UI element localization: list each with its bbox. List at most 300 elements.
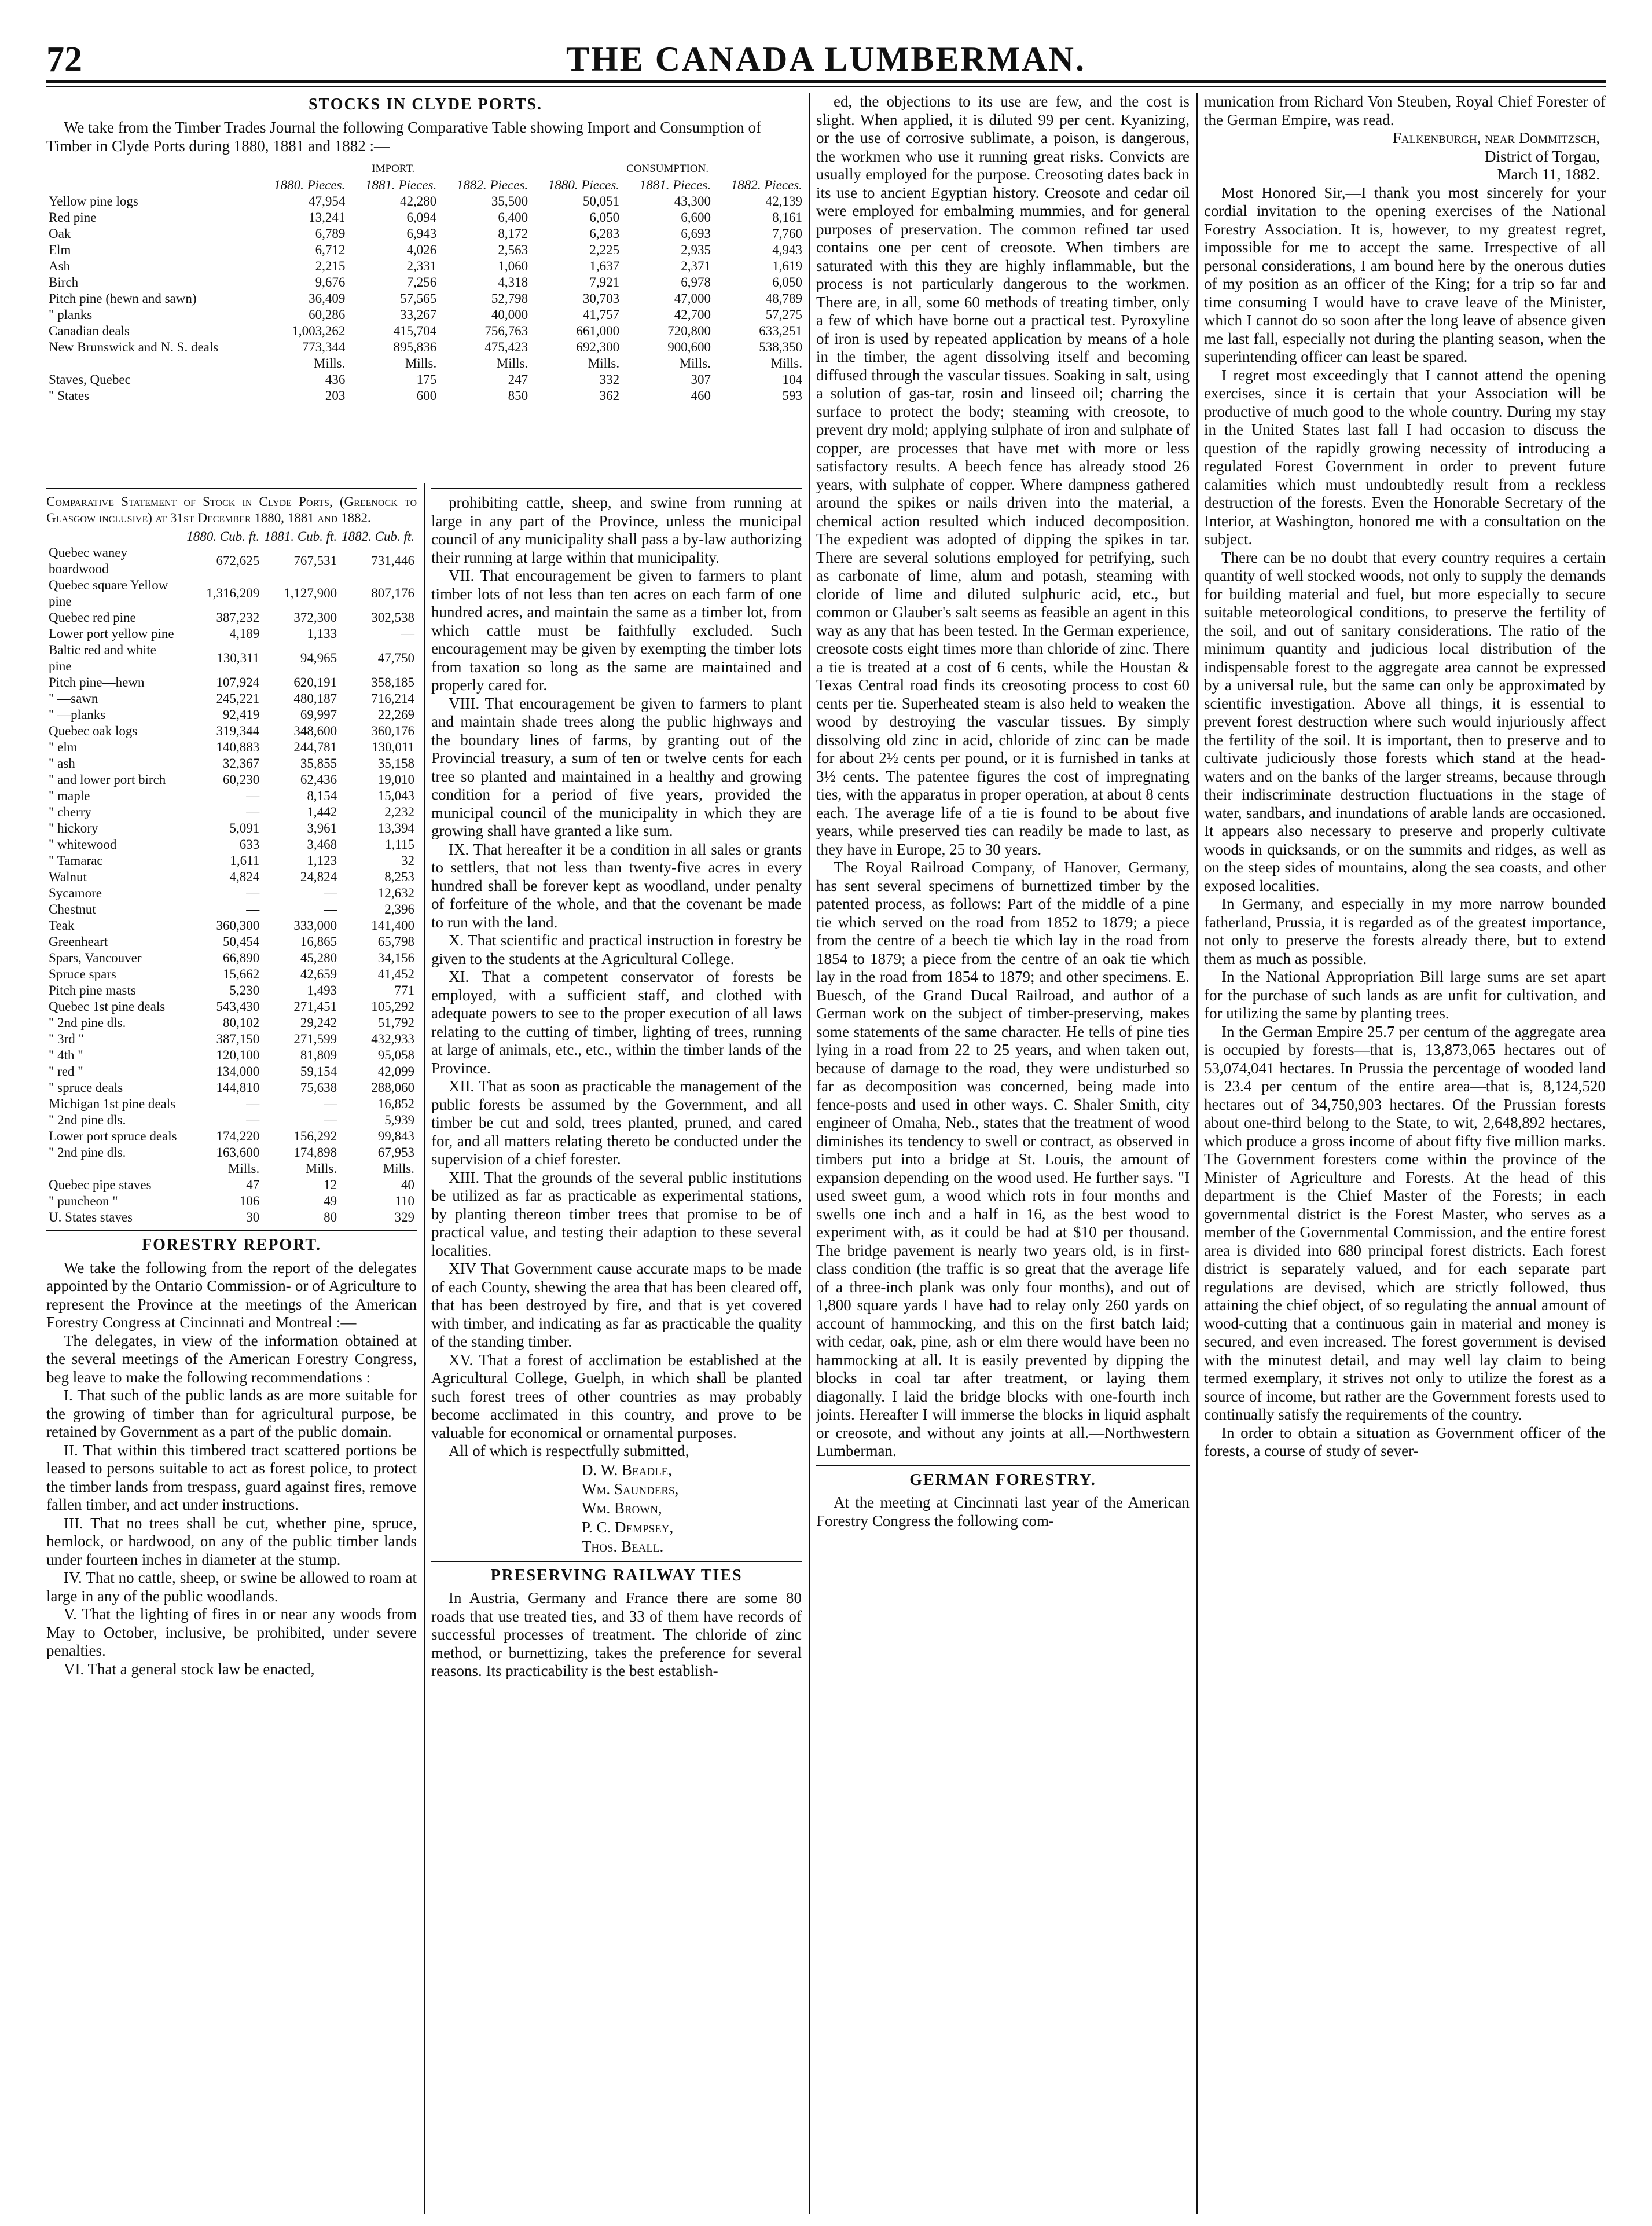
table-cell: 1,003,262 — [292, 324, 346, 338]
paragraph: The delegates, in view of the information obtained at the several meetings of the American Forestry Congress, beg leave to make the following recommendations : — [46, 1332, 417, 1386]
paragraph: We take the following from the report of the delegates appointed by the Ontario Commission- or of Agriculture to represent the Province at the meetings of the American Forestry Congress at Cincinnati and Montreal :— — [46, 1259, 417, 1331]
clyde-column-header: 1880. Pieces. — [548, 178, 620, 192]
table-cell: 6,693 — [681, 226, 711, 241]
table-cell: 163,600 — [216, 1145, 260, 1160]
table-cell: 30,703 — [582, 291, 620, 306]
paragraph: X. That scientific and practical instruction in forestry be given to the students at the Agricultural College. — [431, 932, 802, 967]
row-label: " —planks — [49, 707, 106, 722]
table-cell: 5,230 — [229, 983, 260, 998]
paragraph: ed, the objections to its use are few, and the cost is slight. When applied, it is diluted 99 per cent. Kyanizing, or the use of corrosive sublimate, a poison, is dangerous, the workmen who use it running great risks. Convicts are usually employed for the purpose. Creosoting dates back in its use to ancient Egyptian history. Creosote and cedar oil were employed for embalming mummies, and for general purposes of preservation. The common refined tar used contains one per cent of creosote. When timbers are saturated with this they are highly inflammable, but the process is not particularly dangerous to the workmen. There are, in all, some 60 methods of treating timber, only a few of which have borne out a practical test. Pyroxyline of iron is used by repeated application by means of a hole in the timber, the agent dissolving itself and becoming diffused through the vascular tissues. Soaking in salt, using a solution of gas-tar, rosin and linseed oil; charring the surface to protect the body; steaming with creosote, to prevent dry mold; applying sulphate of iron and sulphate of copper, are processes that have met with more or less satisfactory results. A beech fence has already stood 26 years, with sulphate of copper. Where dampness gathered around the spikes or nails driven into the material, a chemical action resulted which induced decomposition. The expedient was adopted of dipping the spikes in tar. There are several solutions employed for petrifying, such as carbonate of lime, alum and potash, steaming with cloride of lime and diluted sulphuric acid, etc., but common or Glauber's salt seems as feasible an agent in this way as any that has been tested. In the German experience, creosote costs eight times more than chloride of zinc. There a tie is treated at a cost of 6 cents, while the Houstan & Texas Central road finds its creosoting process to cost 60 cents per tie. Superheated steam is also held to weaken the wood by destroying the vascular tissues. By simply dissolving old zinc in acid, chloride of zinc can be made for about 2½ cents per pound, or it is furnished in tanks at 3½ cents. The patentee figures the cost of impregnating ties, with the apparatus in proper operation, at about 8 cents each. The average life of a tie is found to be about five years, while preserved ties can readily be made to last, as they have in Europe, 25 to 30 years. — [816, 93, 1190, 858]
table-cell: 40,000 — [491, 307, 528, 322]
row-label: Spruce spars — [49, 967, 116, 981]
column-rule — [1196, 93, 1198, 2214]
table-cell: 767,531 — [293, 553, 337, 568]
table-row — [46, 1047, 417, 1064]
table-cell: 48,789 — [765, 291, 802, 306]
signatory-name: Wm. Brown, — [582, 1499, 662, 1517]
clyde-column-header: 1882. Pieces. — [456, 178, 528, 192]
clyde-column-header: 1880. Pieces. — [274, 178, 346, 192]
table-row — [46, 788, 417, 804]
table-cell: 332 — [599, 372, 620, 387]
table-cell: 42,700 — [674, 307, 711, 322]
table-cell: 62,436 — [300, 772, 337, 787]
import-group-header: IMPORT. — [372, 163, 415, 175]
table-row — [46, 901, 417, 918]
table-cell: 1,611 — [230, 853, 260, 868]
signatory-name: Wm. Saunders, — [582, 1480, 679, 1498]
row-label: Quebec waney boardwood — [49, 545, 128, 576]
table-cell: 2,215 — [315, 259, 346, 273]
table-cell: 593 — [782, 388, 802, 403]
table-row — [46, 1145, 417, 1161]
paragraph: III. That no trees shall be cut, whether pine, spruce, hemlock, or hardwood, on any of the public timber lands under fourteen inches in diameter at the stump. — [46, 1514, 417, 1568]
table-row — [46, 1161, 417, 1177]
table-cell: 302,538 — [371, 610, 414, 625]
letter-place: Falkenburgh, near Dommitzsch, — [1392, 129, 1600, 146]
row-label — [46, 355, 256, 372]
paragraph: IX. That hereafter it be a condition in all sales or grants to settlers, that not less than twenty-five acres in every hundred shall be forever kept as woodland, under penalty of forfeiture of the whole, and that the covenant be made to run with the land. — [431, 840, 802, 931]
table-cell: 16,852 — [377, 1097, 414, 1111]
table-cell: 80,102 — [223, 1015, 260, 1030]
german-forestry-intro-continued: munication from Richard Von Steuben, Royal Chief Forester of the German Empire, was read. — [1204, 93, 1606, 129]
table-cell: 130,011 — [372, 740, 414, 754]
table-cell: 47,000 — [674, 291, 711, 306]
table-cell: 42,099 — [377, 1064, 414, 1079]
letter-dateline — [1204, 129, 1606, 184]
table-cell: 4,824 — [229, 870, 260, 884]
table-row — [46, 307, 805, 323]
german-forestry-title: GERMAN FORESTRY. — [909, 1470, 1096, 1489]
german-forestry-letter — [1204, 184, 1606, 1461]
header-rule-thin — [46, 86, 1606, 87]
table-row — [46, 610, 417, 626]
table-cell: Mills. — [679, 356, 711, 371]
table-cell: 8,161 — [772, 210, 802, 225]
row-label: Birch — [49, 275, 79, 289]
row-label: " hickory — [49, 821, 98, 835]
table-cell: 3,468 — [307, 837, 337, 852]
row-label: Pitch pine (hewn and sawn) — [49, 291, 197, 306]
row-label: Pitch pine masts — [49, 983, 136, 998]
table-cell: 7,760 — [772, 226, 802, 241]
table-cell: 12 — [324, 1178, 337, 1192]
table-cell: 1,060 — [498, 259, 528, 273]
railway-ties-title: PRESERVING RAILWAY TIES — [490, 1566, 743, 1585]
table-cell: 144,810 — [216, 1080, 260, 1095]
table-cell: 360,300 — [216, 918, 260, 933]
table-cell: 329 — [394, 1210, 414, 1224]
table-row — [46, 707, 417, 723]
table-cell: 1,123 — [307, 853, 337, 868]
table-cell: 134,000 — [216, 1064, 260, 1079]
comparative-table — [46, 529, 417, 1226]
table-cell: 33,267 — [400, 307, 437, 322]
table-cell: 130,311 — [216, 651, 260, 665]
row-label: " Tamarac — [49, 853, 103, 868]
table-row — [46, 626, 417, 642]
paragraph: Most Honored Sir,—I thank you most sincerely for your cordial invitation to the opening exercises of the National Forestry Association. It is, however, to my greatest regret, impossible for me to accept the same. Irrespective of all personal considerations, I am bound here by the onerous duties of my position as an officer of the King; for a trip so far and time consuming I would have to crave leave of the Minister, which I cannot do so soon after the long leave of absence given me last fall, especially not during the planting season, when the superintending officer can least be spared. — [1204, 184, 1606, 365]
table-cell: 807,176 — [371, 586, 414, 600]
table-cell: 60,286 — [309, 307, 346, 322]
table-cell: 94,965 — [300, 651, 337, 665]
table-cell: 105,292 — [371, 999, 414, 1014]
table-cell: 110 — [395, 1194, 414, 1208]
table-cell: Mills. — [770, 356, 802, 371]
row-label: Lower port spruce deals — [49, 1129, 177, 1143]
table-cell: 13,394 — [377, 821, 414, 835]
table-row — [46, 837, 417, 853]
table-row — [46, 804, 417, 820]
table-cell: Mills. — [305, 1161, 337, 1176]
table-cell: 8,154 — [307, 789, 337, 803]
table-cell: 67,953 — [377, 1145, 414, 1160]
table-row — [46, 1128, 417, 1145]
table-cell: 1,115 — [385, 837, 414, 852]
column-1 — [46, 483, 417, 2212]
row-label: " elm — [49, 740, 78, 754]
table-cell: 2,371 — [681, 259, 711, 273]
row-label: " cherry — [49, 805, 91, 819]
table-cell: 106 — [239, 1194, 260, 1208]
row-label: " planks — [49, 307, 93, 322]
page-header — [46, 35, 1606, 81]
table-row — [46, 210, 805, 226]
table-cell: 29,242 — [300, 1015, 337, 1030]
clyde-title: STOCKS IN CLYDE PORTS. — [308, 96, 543, 113]
row-label: Lower port yellow pine — [49, 626, 174, 641]
letter-date: March 11, 1882. — [1497, 166, 1600, 183]
header-rule — [46, 80, 1606, 83]
table-row — [46, 642, 417, 674]
table-cell: 104 — [782, 372, 802, 387]
table-cell: 460 — [691, 388, 711, 403]
row-label: Elm — [49, 243, 71, 257]
row-label: Yellow pine logs — [49, 194, 138, 208]
table-cell: 45,280 — [300, 951, 337, 965]
table-cell: 319,344 — [216, 724, 260, 738]
paragraph: I. That such of the public lands as are more suitable for the growing of timber than for agricultural purpose, be retained by Government as a part of the public domain. — [46, 1387, 417, 1440]
table-row — [46, 918, 417, 934]
row-label: " spruce deals — [49, 1080, 123, 1095]
table-cell: 245,221 — [216, 691, 260, 706]
table-row — [46, 950, 417, 966]
clyde-intro: We take from the Timber Trades Journal the following Comparative Table showing Import and Consumption of Timber in Clyde Ports during 1880, 1881 and 1882 :— — [46, 119, 762, 155]
table-cell: 95,058 — [377, 1048, 414, 1062]
table-cell: 49 — [324, 1194, 337, 1208]
table-cell: 2,331 — [406, 259, 437, 273]
table-row — [46, 1112, 417, 1128]
table-cell: 6,712 — [315, 243, 346, 257]
table-cell: 4,943 — [772, 243, 802, 257]
clyde-column-header: 1881. Pieces. — [639, 178, 711, 192]
clyde-stocks-section — [46, 93, 805, 404]
table-cell: 387,232 — [216, 610, 260, 625]
table-row — [46, 339, 805, 355]
table-cell: 7,256 — [406, 275, 437, 289]
table-cell: 50,051 — [582, 194, 620, 208]
table-cell: 543,430 — [216, 999, 260, 1014]
table-cell: 43,300 — [674, 194, 711, 208]
table-row — [46, 982, 417, 999]
table-row — [46, 966, 417, 982]
table-cell: 756,763 — [484, 324, 528, 338]
table-cell: 358,185 — [371, 675, 414, 690]
german-forestry-intro: At the meeting at Cincinnati last year of the American Forestry Congress the following com- — [816, 1494, 1190, 1530]
table-cell: — — [324, 1097, 337, 1111]
table-cell: 5,939 — [384, 1113, 414, 1127]
table-cell: 6,400 — [498, 210, 528, 225]
table-cell: 42,280 — [400, 194, 437, 208]
table-cell: Mills. — [405, 356, 437, 371]
table-cell: 731,446 — [371, 553, 414, 568]
table-cell: — — [324, 1113, 337, 1127]
table-cell: 2,935 — [681, 243, 711, 257]
table-cell: 661,000 — [576, 324, 620, 338]
table-cell: 24,824 — [300, 870, 337, 884]
table-row — [46, 772, 417, 788]
table-cell: 672,625 — [216, 553, 260, 568]
letter-district: District of Torgau, — [1485, 147, 1600, 165]
table-row — [46, 1193, 417, 1209]
comparative-title: Comparative Statement of Stock in Clyde Ports, (Greenock to Glasgow inclusive) at 31st December 1880, 1881 and 1882. — [46, 494, 417, 525]
table-cell: — — [324, 886, 337, 900]
table-row — [46, 1031, 417, 1047]
table-cell: 6,094 — [406, 210, 437, 225]
table-cell: 633 — [239, 837, 260, 852]
table-cell: 2,396 — [384, 902, 414, 916]
section-divider — [46, 488, 417, 489]
table-cell: 850 — [508, 388, 528, 403]
table-cell: 141,400 — [371, 918, 414, 933]
masthead-title: THE CANADA LUMBERMAN. — [566, 40, 1086, 78]
table-cell: 720,800 — [667, 324, 711, 338]
table-cell: 5,091 — [229, 821, 260, 835]
section-divider — [431, 1561, 802, 1562]
section-divider — [431, 488, 802, 489]
forestry-report-title: FORESTRY REPORT. — [141, 1236, 322, 1254]
table-cell: Mills. — [496, 356, 528, 371]
table-cell: 92,419 — [223, 707, 260, 722]
signatory-name: P. C. Dempsey, — [582, 1518, 674, 1536]
table-cell: 4,189 — [229, 626, 260, 641]
table-row — [46, 756, 417, 772]
row-label: Red pine — [49, 210, 97, 225]
table-cell: 307 — [691, 372, 711, 387]
row-label: Walnut — [49, 870, 87, 884]
table-cell: — — [324, 902, 337, 916]
table-cell: 19,010 — [377, 772, 414, 787]
table-cell: 538,350 — [759, 340, 802, 354]
table-cell: 15,043 — [377, 789, 414, 803]
table-cell: 600 — [416, 388, 437, 403]
table-row — [46, 355, 805, 372]
table-cell: 8,253 — [384, 870, 414, 884]
table-cell: 348,600 — [293, 724, 337, 738]
table-cell: 203 — [325, 388, 346, 403]
row-label: " puncheon " — [49, 1194, 118, 1208]
table-cell: — — [246, 902, 260, 916]
table-cell: 372,300 — [293, 610, 337, 625]
table-cell: Mills. — [314, 356, 346, 371]
table-row — [46, 388, 805, 404]
table-cell: 57,275 — [765, 307, 802, 322]
table-cell: 175 — [416, 372, 437, 387]
table-cell: 6,600 — [681, 210, 711, 225]
table-row — [46, 1209, 417, 1226]
row-label: " ash — [49, 756, 75, 771]
row-label: " 2nd pine dls. — [49, 1145, 126, 1160]
table-cell: 2,232 — [384, 805, 414, 819]
table-row — [46, 372, 805, 388]
row-label: Greenheart — [49, 934, 108, 949]
table-cell: 271,451 — [293, 999, 337, 1014]
table-cell: 4,026 — [406, 243, 437, 257]
row-label: " red " — [49, 1064, 83, 1079]
table-cell: — — [401, 626, 414, 641]
table-cell: 387,150 — [216, 1032, 260, 1046]
paragraph: II. That within this timbered tract scattered portions be leased to persons suitable to act as forest police, to protect the timber lands from trespass, guard against fires, remove fallen timber, and act under instructions. — [46, 1441, 417, 1513]
row-label: Quebec 1st pine deals — [49, 999, 166, 1014]
table-cell: 34,156 — [377, 951, 414, 965]
row-label: Spars, Vancouver — [49, 951, 142, 965]
paragraph: V. That the lighting of fires in or near any woods from May to October, inclusive, be prohibited, under severe penalties. — [46, 1605, 417, 1659]
paragraph: IV. That no cattle, sheep, or swine be allowed to roam at large in any of the public woodlands. — [46, 1569, 417, 1605]
table-cell: Mills. — [227, 1161, 260, 1176]
table-cell: 65,798 — [377, 934, 414, 949]
table-cell: 174,220 — [216, 1129, 260, 1143]
table-cell: 35,158 — [377, 756, 414, 771]
table-cell: 4,318 — [498, 275, 528, 289]
row-label: " 2nd pine dls. — [49, 1015, 126, 1030]
table-row — [46, 242, 805, 258]
table-row — [46, 739, 417, 756]
table-cell: — — [246, 1113, 260, 1127]
column-rule — [809, 93, 810, 2214]
table-cell: 1,493 — [307, 983, 337, 998]
table-cell: 3,961 — [307, 821, 337, 835]
row-label: Staves, Quebec — [49, 372, 131, 387]
table-row — [46, 323, 805, 339]
table-cell: 6,789 — [315, 226, 346, 241]
table-cell: 2,225 — [589, 243, 620, 257]
table-cell: 360,176 — [371, 724, 414, 738]
forestry-report-continued — [431, 494, 802, 1461]
comparative-column-header: 1880. Cub. ft. — [186, 529, 260, 544]
table-cell: 333,000 — [293, 918, 337, 933]
row-label: " States — [49, 388, 90, 403]
signatory-name: D. W. Beadle, — [582, 1461, 673, 1479]
table-row — [46, 1015, 417, 1031]
paragraph: All of which is respectfully submitted, — [449, 1442, 689, 1459]
row-label: Quebec square Yellow pine — [49, 578, 168, 608]
consumption-group-header: CONSUMPTION. — [626, 163, 709, 175]
table-row — [46, 274, 805, 291]
table-row — [46, 1064, 417, 1080]
paragraph: XII. That as soon as practicable the management of the public forests be assumed by the Government, and all timber be cut and sold, trees planted, pruned, and cared for, and all matters relating thereto be conducted under the supervision of a chief forester. — [431, 1077, 802, 1168]
clyde-column-header: 1882. Pieces. — [730, 178, 802, 192]
table-cell: 52,798 — [491, 291, 528, 306]
table-cell: 8,172 — [498, 226, 528, 241]
table-cell: 6,943 — [406, 226, 437, 241]
paragraph: XIII. That the grounds of the several public institutions be utilized as far as practicable as experimental stations, by planting thereon timber trees that promise to be of practical value, and testing their adaption to these several localities. — [431, 1168, 802, 1259]
paragraph: In the German Empire 25.7 per centum of the aggregate area is occupied by forests—that is, 13,873,065 hectares out of 53,074,041 hectares. In Prussia the percentage of wooded land is 23.4 per centum of the entire area—that is, 8,124,520 hectares out of 34,750,903 hectares. Of the Prussian forests about one-third belong to the State, to wit, 2,648,892 hectares, which produce a gross income of about fifty five million marks. The Government foresters come within the province of the Minister of Agriculture and Forests. At the head of this department is the Chief Master of the Forests; in each governmental district is the Forest Master, who serves as a member of the Governmental Commission, and the entire forest area is divided into 680 principal forest districts. Each forest district is separately valued, and for each separate part regulations are devised, which are strictly followed, thus attaining the chief object, of so regulating the annual amount of wood-cutting that a continuous gain in material and money is secured, and even increased. The forest government is devised with the minutest detail, and may well lay claim to being termed exemplary, it strives not only to utilize the forest as a source of income, but rather are the Government forests used to continually satisfy the requirements of the country. — [1204, 1022, 1606, 1423]
row-label: " whitewood — [49, 837, 117, 852]
paragraph: In Germany, and especially in my more narrow bounded fatherland, Prussia, it is regarded as of the greatest importance, not only to preserve the forests already there, but to extend them as much as possible. — [1204, 895, 1606, 967]
table-cell: 1,442 — [307, 805, 337, 819]
paragraph: The Royal Railroad Company, of Hanover, Germany, has sent several specimens of burnettized timber by the patented process, as follows: Part of the middle of a pine tie which served on the road from 1852 to 1879; a piece from the centre of a beech tie which lay in the road from 1854 to 1879; a piece from the centre of an oak tie which lay in the road from 1854 to 1879; and other specimens. E. Buesch, of the Grand Ducal Railroad, and author of a German work on the subject of timber-preserving, makes some statements of the same character. He tells of pine ties lying in a road from 22 to 25 years, and when taken out, because of damage to the road, they were undisturbed so far as decomposition was concerned, being made into fence-posts and used in other ways. C. Shaler Smith, city engineer of Omaha, Neb., states that the treatment of wood diminishes its tendency to swell or contract, as observed in timbers put into a bridge at St. Louis, the amount of expansion depending on the wood used. He further says. "I used sweet gum, a wood which rots in four months and swells one inch and a half in 16, as the best wood to experiment with, as it could be had at $10 per thousand. The bridge pavement is nearly two years old, is in first-class condition (the traffic is so great that the average life of a three-inch plank was only four months), and out of 1,800 square yards I have had to relay only 260 yards on account of hammocking, and this on the first batch laid; with cedar, oak, pine, ash or elm there would have been no hammocking at all. It is easily prevented by dipping the blocks in coal tar after treatment, or laying them diagonally. I laid the bridge blocks with one-fourth inch joints. Hereafter I will immerse the blocks in liquid asphalt or creosote, and without any joints at all.—Northwestern Lumberman. — [816, 859, 1190, 1459]
table-cell: 895,836 — [393, 340, 437, 354]
row-label: Chestnut — [49, 902, 96, 916]
table-row — [46, 1080, 417, 1096]
table-cell: 480,187 — [293, 691, 337, 706]
table-cell: 6,978 — [681, 275, 711, 289]
table-cell: 32,367 — [223, 756, 260, 771]
table-cell: 32 — [401, 853, 414, 868]
paragraph: XI. That a competent conservator of forests be employed, with a sufficient staff, and clothed with adequate powers to see to the proper execution of all laws relating to the cutting of timber, lighting of trees, running at large of animals, etc., etc., within the timber lands of the Province. — [431, 968, 802, 1077]
table-cell: 436 — [325, 372, 346, 387]
table-row — [46, 934, 417, 950]
table-cell: 1,316,209 — [206, 586, 260, 600]
paragraph: VIII. That encouragement be given to farmers to plant and maintain shade trees along the public highways and the boundary lines of farms, by granting out of the Provincial treasury, a sum of ten or twelve cents for each tree so planted and maintained in a healthy and growing condition for a period of five years, provided the municipal council of the municipality in which they are growing shall have granted a like sum. — [431, 694, 802, 839]
clyde-table — [46, 161, 805, 404]
table-cell: 15,662 — [223, 967, 260, 981]
table-cell: 2,563 — [498, 243, 528, 257]
paragraph: In the National Appropriation Bill large sums are set apart for the purchase of such lands as are unfit for cultivation, and for utilizing the same by planting trees. — [1204, 968, 1606, 1022]
table-row — [46, 869, 417, 885]
table-cell: — — [246, 1097, 260, 1111]
table-cell: Mills. — [383, 1161, 414, 1176]
row-label: Quebec red pine — [49, 610, 136, 625]
table-cell: 59,154 — [300, 1064, 337, 1079]
table-cell: 42,659 — [300, 967, 337, 981]
table-row — [46, 691, 417, 707]
table-cell: — — [246, 805, 260, 819]
table-cell: 47,954 — [309, 194, 346, 208]
table-row — [46, 1096, 417, 1112]
table-cell: 9,676 — [315, 275, 346, 289]
forestry-report-body — [46, 1259, 417, 1679]
table-row — [46, 577, 417, 610]
row-label: " maple — [49, 789, 90, 803]
table-cell: 22,269 — [377, 707, 414, 722]
table-row — [46, 1177, 417, 1193]
row-label: " 3rd " — [49, 1032, 84, 1046]
table-row — [46, 885, 417, 901]
comparative-column-header: 1882. Cub. ft. — [342, 529, 414, 544]
paragraph: In Austria, Germany and France there are some 80 roads that use treated ties, and 33 of them have records of successful processes of treatment. The chloride of zinc method, or burnettizing, takes the preference for several reasons. Its practicability is the best establish- — [431, 1589, 802, 1679]
table-cell: — — [246, 886, 260, 900]
table-cell: 69,997 — [300, 707, 337, 722]
row-label: Quebec oak logs — [49, 724, 138, 738]
table-cell: 13,241 — [309, 210, 346, 225]
table-row — [46, 999, 417, 1015]
table-cell: 40 — [401, 1178, 414, 1192]
paragraph: There can be no doubt that every country requires a certain quantity of well stocked woods, not only to supply the demands for building material and fuel, but more especially to secure suitable meteorological conditions, to preserve the fertility of the soil, and out of sanitary considerations. The ratio of the minimum quantity and judicious local distribution of the indispensable forest to the aggregate area cannot be expressed by a universal rule, but the same can only be approximated by scientific investigation. Above all things, it is essential to prevent forest destruction where such would injuriously affect the fertility of the soil. It is important, then to preserve and to cultivate judiciously those forests which stand at the head-waters and on the banks of the larger streams, because through their indiscriminate destruction fluctuations in the stage of water, sandbars, and inundations of arable lands are occasioned. It appears also necessary to preserve and properly cultivate woods in quicksands, or on the summits and ridges, as well as on the steep sides of mountains, along the sea coasts, and other exposed localities. — [1204, 548, 1606, 894]
paragraph: I regret most exceedingly that I cannot attend the opening exercises, since it is certain that your Association will be productive of much good to the whole country. During my stay in the United States last fall I had occasion to discuss the question of the rapidly growing necessity of introducing a regulated Forest Government in order to prevent future calamities which must undoubtedly result from a reckless destruction of the forests. Even the Honorable Secretary of the Interior, at Washington, honored me with a consultation on the subject. — [1204, 366, 1606, 548]
table-cell: 620,191 — [293, 675, 337, 690]
row-label: Sycamore — [49, 886, 102, 900]
table-cell: 30 — [246, 1210, 260, 1224]
table-cell: 35,500 — [491, 194, 528, 208]
table-cell: 47,750 — [377, 651, 414, 665]
table-cell: 41,452 — [377, 967, 414, 981]
row-label: " —sawn — [49, 691, 98, 706]
table-cell: 1,133 — [307, 626, 337, 641]
column-3 — [816, 93, 1190, 2212]
row-label: Teak — [49, 918, 75, 933]
paragraph: VI. That a general stock law be enacted, — [64, 1660, 315, 1678]
row-label: Michigan 1st pine deals — [49, 1097, 176, 1111]
